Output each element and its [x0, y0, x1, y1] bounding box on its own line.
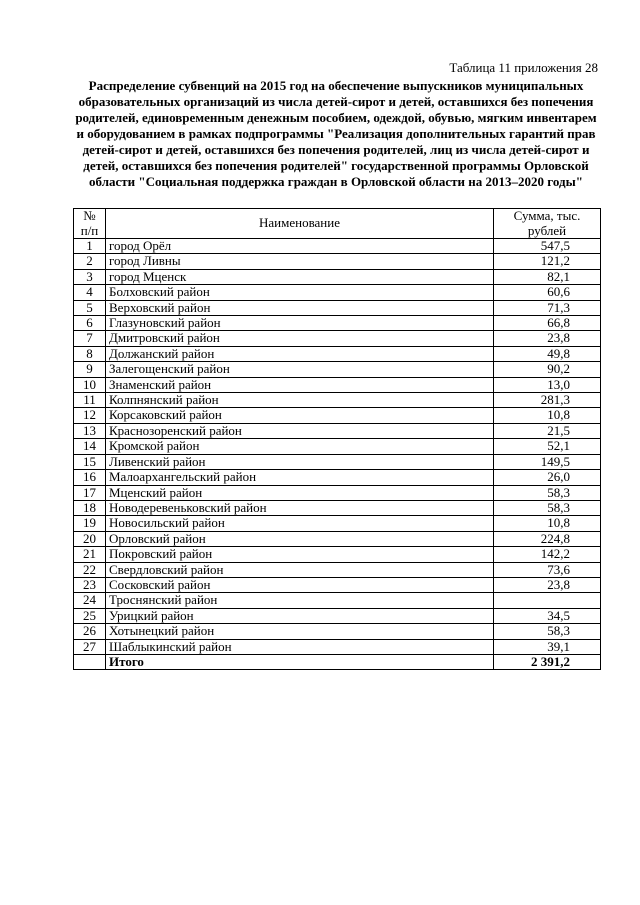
- row-number: 5: [74, 300, 106, 315]
- row-number: 15: [74, 454, 106, 469]
- row-name: Корсаковский район: [106, 408, 494, 423]
- row-sum: 281,3: [494, 393, 601, 408]
- row-name: Орловский район: [106, 531, 494, 546]
- row-name: город Орёл: [106, 239, 494, 254]
- row-name: Колпнянский район: [106, 393, 494, 408]
- table-row: [74, 269, 601, 284]
- table-row: [74, 254, 601, 269]
- table-row: [74, 331, 601, 346]
- row-sum: 82,1: [494, 269, 601, 284]
- row-sum: 121,2: [494, 254, 601, 269]
- row-number: 22: [74, 562, 106, 577]
- document-title: Распределение субвенций на 2015 год на обеспечение выпускников муниципальных образовательных организаций из числа детей-сирот и детей, оставшихся без попечения родителей, единовременным денежным пособием, одеждой, обувью, мягким инвентарем и оборудованием в рамках подпрограммы "Реализация дополнительных гарантий прав детей-сирот и детей, оставшихся без попечения родителей, лиц из числа детей-сирот и детей, оставшихся без попечения родителей" государственной программы Орловской области "Социальная поддержка граждан в Орловской области на 2013–2020 годы": [75, 78, 597, 189]
- table-row: [74, 423, 601, 438]
- row-name: Сосковский район: [106, 577, 494, 592]
- row-number: 4: [74, 285, 106, 300]
- row-number: 16: [74, 470, 106, 485]
- total-sum: 2 391,2: [494, 654, 601, 669]
- table-row: [74, 562, 601, 577]
- table-row: [74, 547, 601, 562]
- row-name: Кромской район: [106, 439, 494, 454]
- row-name: Глазуновский район: [106, 316, 494, 331]
- row-number: 10: [74, 377, 106, 392]
- row-number: 12: [74, 408, 106, 423]
- table-row: [74, 454, 601, 469]
- row-name: Мценский район: [106, 485, 494, 500]
- row-name: Должанский район: [106, 346, 494, 361]
- row-sum: 23,8: [494, 331, 601, 346]
- table-row: [74, 362, 601, 377]
- row-number: 13: [74, 423, 106, 438]
- table-row: [74, 639, 601, 654]
- row-number: 8: [74, 346, 106, 361]
- row-name: Хотынецкий район: [106, 624, 494, 639]
- row-name: Покровский район: [106, 547, 494, 562]
- row-name: Ливенский район: [106, 454, 494, 469]
- row-sum: 49,8: [494, 346, 601, 361]
- row-name: Шаблыкинский район: [106, 639, 494, 654]
- row-name: Верховский район: [106, 300, 494, 315]
- row-sum: 149,5: [494, 454, 601, 469]
- row-number: 25: [74, 608, 106, 623]
- table-body: [74, 239, 601, 655]
- header-number: № п/п: [74, 209, 106, 239]
- table-row: [74, 346, 601, 361]
- table-row: [74, 531, 601, 546]
- row-name: Знаменский район: [106, 377, 494, 392]
- row-sum: 547,5: [494, 239, 601, 254]
- row-number: 18: [74, 500, 106, 515]
- row-sum: 58,3: [494, 485, 601, 500]
- row-name: Урицкий район: [106, 608, 494, 623]
- table-row: [74, 624, 601, 639]
- row-name: город Мценск: [106, 269, 494, 284]
- table-row: [74, 408, 601, 423]
- table-row: [74, 393, 601, 408]
- row-sum: 142,2: [494, 547, 601, 562]
- table-row: [74, 470, 601, 485]
- row-sum: [494, 593, 601, 608]
- row-number: 3: [74, 269, 106, 284]
- row-name: Малоархангельский район: [106, 470, 494, 485]
- row-sum: 34,5: [494, 608, 601, 623]
- row-number: 27: [74, 639, 106, 654]
- total-row: [74, 654, 601, 669]
- table-row: [74, 593, 601, 608]
- row-number: 26: [74, 624, 106, 639]
- row-sum: 58,3: [494, 500, 601, 515]
- table-row: [74, 300, 601, 315]
- row-sum: 10,8: [494, 408, 601, 423]
- row-sum: 66,8: [494, 316, 601, 331]
- row-sum: 73,6: [494, 562, 601, 577]
- row-sum: 10,8: [494, 516, 601, 531]
- table-row: [74, 608, 601, 623]
- row-sum: 21,5: [494, 423, 601, 438]
- row-name: Троснянский район: [106, 593, 494, 608]
- row-name: Залегощенский район: [106, 362, 494, 377]
- table-header-row: [74, 209, 601, 239]
- row-name: Новодеревеньковский район: [106, 500, 494, 515]
- row-number: 17: [74, 485, 106, 500]
- row-sum: 52,1: [494, 439, 601, 454]
- row-name: город Ливны: [106, 254, 494, 269]
- row-number: 11: [74, 393, 106, 408]
- row-sum: 13,0: [494, 377, 601, 392]
- total-label: Итого: [106, 654, 494, 669]
- subsidy-table: [73, 208, 601, 670]
- row-number: 14: [74, 439, 106, 454]
- row-name: Дмитровский район: [106, 331, 494, 346]
- row-name: Болховский район: [106, 285, 494, 300]
- row-number: 6: [74, 316, 106, 331]
- row-number: 19: [74, 516, 106, 531]
- row-sum: 26,0: [494, 470, 601, 485]
- row-number: 7: [74, 331, 106, 346]
- row-number: 24: [74, 593, 106, 608]
- table-row: [74, 577, 601, 592]
- header-name: Наименование: [106, 209, 494, 239]
- appendix-label: Таблица 11 приложения 28: [449, 60, 598, 75]
- table-row: [74, 439, 601, 454]
- total-number-cell: [74, 654, 106, 669]
- row-number: 2: [74, 254, 106, 269]
- row-sum: 71,3: [494, 300, 601, 315]
- row-name: Свердловский район: [106, 562, 494, 577]
- row-number: 20: [74, 531, 106, 546]
- row-name: Краснозоренский район: [106, 423, 494, 438]
- header-sum: Сумма, тыс. рублей: [494, 209, 601, 239]
- row-sum: 60,6: [494, 285, 601, 300]
- table-row: [74, 316, 601, 331]
- row-number: 21: [74, 547, 106, 562]
- row-number: 1: [74, 239, 106, 254]
- table-row: [74, 485, 601, 500]
- row-sum: 224,8: [494, 531, 601, 546]
- table-row: [74, 239, 601, 254]
- table-row: [74, 285, 601, 300]
- table-row: [74, 500, 601, 515]
- row-name: Новосильский район: [106, 516, 494, 531]
- row-sum: 90,2: [494, 362, 601, 377]
- row-sum: 58,3: [494, 624, 601, 639]
- row-sum: 39,1: [494, 639, 601, 654]
- row-number: 9: [74, 362, 106, 377]
- table-row: [74, 377, 601, 392]
- row-number: 23: [74, 577, 106, 592]
- row-sum: 23,8: [494, 577, 601, 592]
- table-row: [74, 516, 601, 531]
